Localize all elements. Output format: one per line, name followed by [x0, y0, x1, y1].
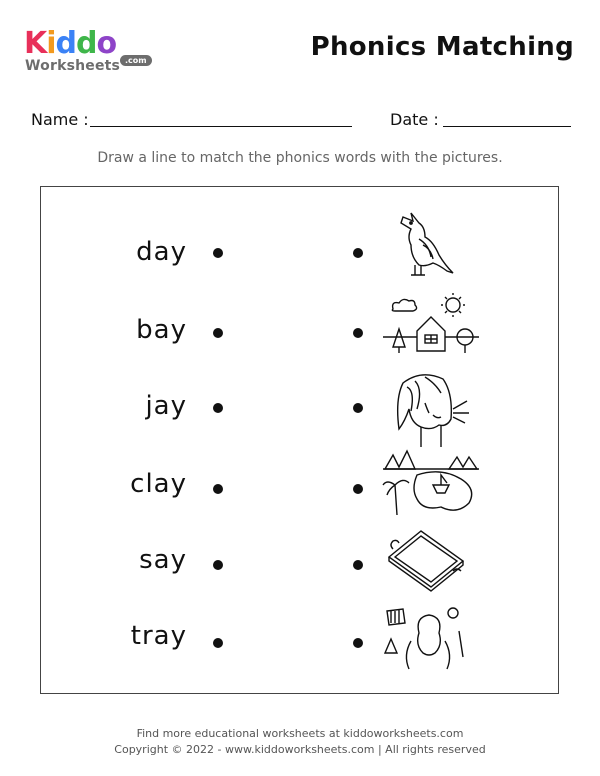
word-label: say	[139, 545, 187, 575]
logo-letter: d	[76, 26, 97, 61]
instructions: Draw a line to match the phonics words with the pictures.	[97, 150, 503, 166]
date-field[interactable]	[443, 126, 571, 127]
word-dot[interactable]	[213, 484, 223, 494]
word-label: jay	[145, 391, 187, 421]
logo-letter: K	[24, 26, 47, 61]
picture-dot[interactable]	[353, 248, 363, 258]
kiddo-worksheets-logo	[24, 28, 154, 76]
footer-line-1: Find more educational worksheets at kiddoworksheets.com	[136, 727, 464, 740]
logo-letter: d	[55, 26, 77, 61]
tray-icon	[381, 527, 481, 605]
match-row	[41, 605, 560, 675]
picture-dot[interactable]	[353, 638, 363, 648]
word-dot[interactable]	[213, 560, 223, 570]
clay-hands-icon	[381, 601, 481, 679]
logo-letter: o	[96, 26, 117, 61]
logo-wordmark	[24, 28, 116, 60]
footer-line-2: Copyright © 2022 - www.kiddoworksheets.com | All rights reserved	[114, 743, 486, 756]
house-landscape-icon	[381, 291, 481, 369]
name-field[interactable]	[90, 126, 352, 127]
match-row	[41, 451, 560, 521]
picture-dot[interactable]	[353, 484, 363, 494]
page-title: Phonics Matching	[310, 32, 574, 62]
word-label: day	[136, 237, 187, 267]
match-row	[41, 295, 560, 365]
word-label: bay	[136, 315, 187, 345]
word-dot[interactable]	[213, 403, 223, 413]
matching-area	[40, 186, 559, 694]
bird-jay-icon	[381, 209, 481, 287]
match-row	[41, 217, 560, 287]
match-row	[41, 529, 560, 599]
logo-badge: .com	[120, 55, 152, 66]
picture-dot[interactable]	[353, 328, 363, 338]
word-label: clay	[130, 469, 187, 499]
name-label: Name :	[31, 110, 89, 129]
word-dot[interactable]	[213, 248, 223, 258]
logo-subtitle: Worksheets	[25, 58, 121, 74]
date-label: Date :	[390, 110, 439, 129]
word-dot[interactable]	[213, 638, 223, 648]
match-row	[41, 373, 560, 443]
bay-landscape-icon	[381, 445, 481, 523]
logo-letter: i	[46, 26, 56, 61]
picture-dot[interactable]	[353, 560, 363, 570]
word-dot[interactable]	[213, 328, 223, 338]
girl-face-icon	[381, 369, 481, 447]
word-label: tray	[130, 621, 187, 651]
picture-dot[interactable]	[353, 403, 363, 413]
